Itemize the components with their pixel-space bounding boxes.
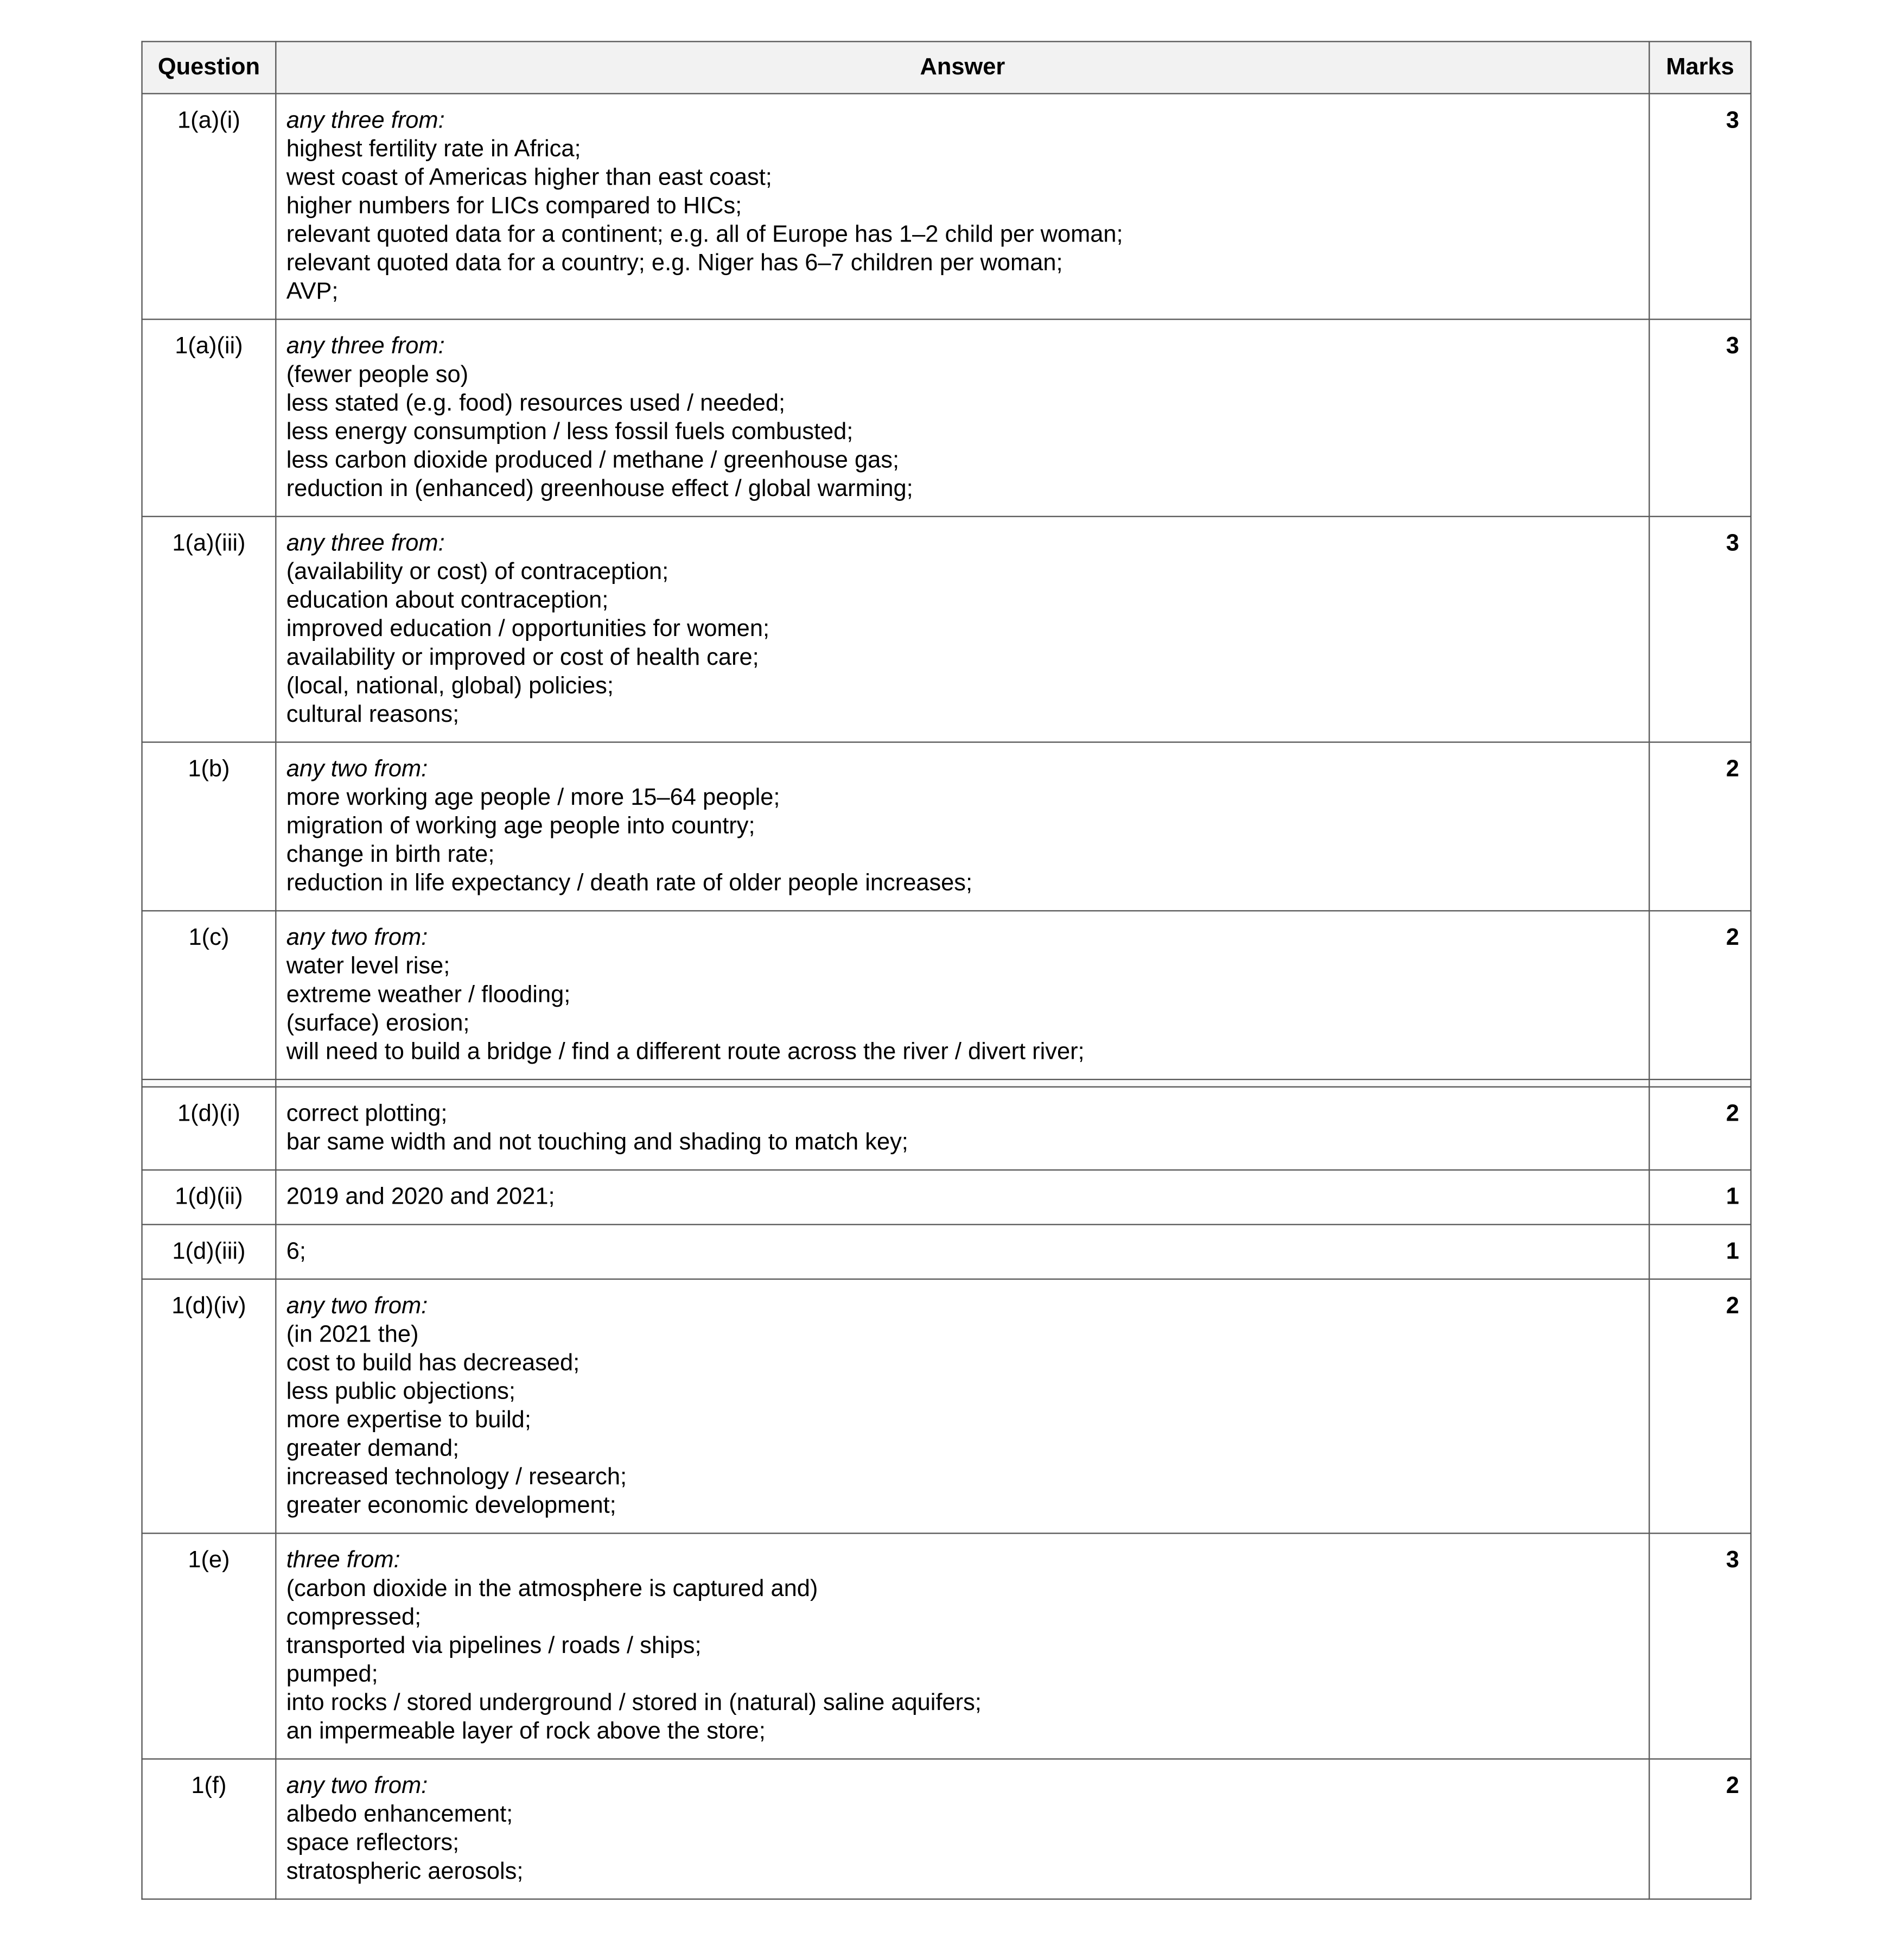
answer-line: albedo enhancement; [286,1802,513,1828]
answer-cell [276,1170,1649,1225]
table-row [142,319,1751,516]
answer-intro: any two from: [286,1293,428,1320]
answer-line: less stated (e.g. food) resources used / needed; [286,390,786,417]
table-row [142,1759,1751,1899]
answer-line: more working age people / more 15–64 people; [286,785,780,811]
question-cell: 1(b) [142,742,276,911]
question-cell: 1(d)(iii) [142,1224,276,1279]
marks-cell: 1 [1650,1224,1751,1279]
answer-line: less carbon dioxide produced / methane / greenhouse gas; [286,447,900,474]
answer-line: (fewer people so) [286,362,469,389]
answer-line: (availability or cost) of contraception; [286,559,669,586]
question-cell: 1(a)(iii) [142,517,276,742]
answer-line: 2019 and 2020 and 2021; [286,1184,555,1211]
answer-cell [276,94,1649,320]
answer-intro: any two from: [286,1773,428,1800]
question-cell: 1(d)(i) [142,1087,276,1170]
answer-line: increased technology / research; [286,1464,627,1491]
table-row [142,1224,1751,1279]
answer-line: 6; [286,1238,306,1265]
mark-scheme-table [141,41,1752,1899]
answer-line: space reflectors; [286,1830,460,1857]
page-break-cell [142,1079,276,1087]
answer-cell [276,517,1649,742]
answer-intro: any three from: [286,530,445,557]
answer-line: relevant quoted data for a continent; e.g. all of Europe has 1–2 child per woman; [286,222,1123,249]
answer-line: availability or improved or cost of health care; [286,645,759,671]
header-row [142,42,1751,94]
answer-line: transported via pipelines / roads / ships; [286,1633,702,1660]
answer-line: (carbon dioxide in the atmosphere is captured and) [286,1576,818,1603]
marks-cell: 3 [1650,94,1751,320]
question-cell: 1(d)(ii) [142,1170,276,1225]
question-cell: 1(d)(iv) [142,1279,276,1533]
answer-line: cultural reasons; [286,702,460,728]
answer-cell [276,1759,1649,1899]
answer-line: water level rise; [286,953,450,980]
table-page-break [142,1079,1751,1087]
answer-line: education about contraception; [286,588,609,614]
question-cell: 1(a)(ii) [142,319,276,516]
answer-cell [276,742,1649,911]
answer-intro: any three from: [286,333,445,360]
answer-line: less energy consumption / less fossil fuels combusted; [286,419,854,446]
question-cell: 1(c) [142,911,276,1079]
answer-line: relevant quoted data for a country; e.g. Niger has 6–7 children per woman; [286,250,1063,277]
marks-cell: 3 [1650,517,1751,742]
marks-cell: 2 [1650,1087,1751,1170]
answer-line: (in 2021 the) [286,1321,419,1348]
answer-cell [276,911,1649,1079]
table-row [142,911,1751,1079]
question-cell: 1(f) [142,1759,276,1899]
marks-cell: 2 [1650,911,1751,1079]
header-answer: Answer [276,42,1649,94]
table-row [142,1170,1751,1225]
answer-line: migration of working age people into country; [286,813,755,840]
answer-line: reduction in life expectancy / death rate of older people increases; [286,870,973,897]
answer-line: less public objections; [286,1378,515,1405]
answer-line: an impermeable layer of rock above the store; [286,1719,766,1745]
answer-cell [276,1087,1649,1170]
marks-cell: 1 [1650,1170,1751,1225]
marks-cell: 3 [1650,1533,1751,1759]
answer-cell [276,1224,1649,1279]
answer-line: greater economic development; [286,1493,616,1520]
answer-line: bar same width and not touching and shading to match key; [286,1129,908,1156]
answer-intro: any two from: [286,925,428,951]
answer-line: (surface) erosion; [286,1010,470,1037]
marks-cell: 2 [1650,742,1751,911]
table-row [142,1087,1751,1170]
answer-line: cost to build has decreased; [286,1350,580,1377]
answer-line: greater demand; [286,1436,460,1463]
table-row [142,1279,1751,1533]
table-row [142,94,1751,320]
header-marks: Marks [1650,42,1751,94]
answer-intro: any three from: [286,107,445,134]
answer-line: extreme weather / flooding; [286,982,571,1008]
answer-cell [276,319,1649,516]
answer-line: reduction in (enhanced) greenhouse effect / global warming; [286,476,913,503]
answer-cell [276,1533,1649,1759]
answer-line: compressed; [286,1604,422,1631]
answer-line: will need to build a bridge / find a different route across the river / divert river; [286,1039,1085,1065]
answer-intro: any two from: [286,756,428,783]
table-header [142,42,1751,94]
answer-line: west coast of Americas higher than east coast; [286,164,772,191]
answer-line: stratospheric aerosols; [286,1859,524,1885]
marks-cell: 2 [1650,1279,1751,1533]
answer-line: (local, national, global) policies; [286,673,614,700]
answer-intro: three from: [286,1547,400,1574]
answer-line: into rocks / stored underground / stored in (natural) saline aquifers; [286,1690,982,1717]
page-break-cell [276,1079,1649,1087]
question-cell: 1(a)(i) [142,94,276,320]
answer-line: correct plotting; [286,1101,448,1128]
answer-cell [276,1279,1649,1533]
answer-line: pumped; [286,1661,378,1688]
header-question: Question [142,42,276,94]
answer-line: highest fertility rate in Africa; [286,136,581,163]
page-break-cell [1650,1079,1751,1087]
table-row [142,1533,1751,1759]
table-row [142,742,1751,911]
table-body [142,94,1751,1899]
marks-cell: 3 [1650,319,1751,516]
answer-line: more expertise to build; [286,1407,531,1434]
answer-line: improved education / opportunities for women; [286,616,770,643]
answer-line: AVP; [286,279,339,306]
table-row [142,517,1751,742]
answer-line: higher numbers for LICs compared to HICs; [286,193,742,220]
question-cell: 1(e) [142,1533,276,1759]
marks-cell: 2 [1650,1759,1751,1899]
answer-line: change in birth rate; [286,842,495,868]
